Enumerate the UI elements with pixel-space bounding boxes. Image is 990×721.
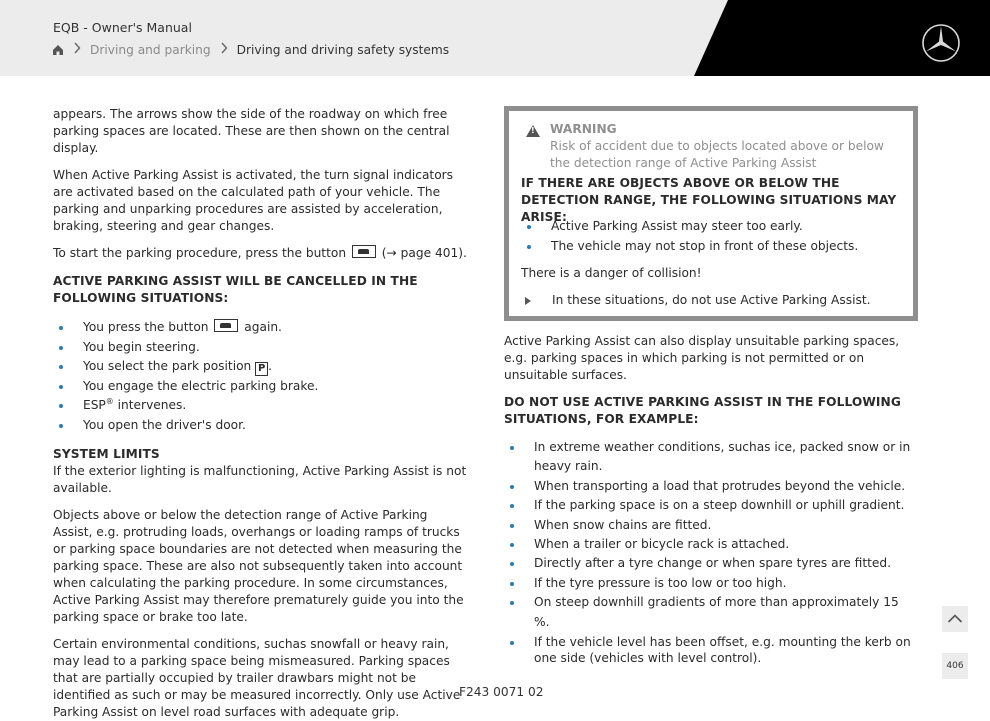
- text: You open the driver's door.: [83, 417, 246, 432]
- list-item: [504, 574, 918, 593]
- text: Active Parking Assist may steer too early.: [551, 219, 803, 233]
- text: If the tyre pressure is too low or too high.: [534, 575, 787, 590]
- situations-heading: DO NOT USE ACTIVE PARKING ASSIST IN THE FOLLOWING SITUATIONS, FOR EXAMPLE:: [504, 395, 901, 426]
- warning-danger: There is a danger of collision!: [521, 266, 702, 280]
- breadcrumb-link-driving-and-parking[interactable]: Driving and parking: [90, 42, 211, 57]
- cancel-heading: ACTIVE PARKING ASSIST WILL BE CANCELLED IN THE FOLLOWING SITUATIONS:: [53, 274, 418, 305]
- text: You engage the electric parking brake.: [83, 378, 319, 393]
- warning-risk: Risk of accident due to objects located above or below the detection range of Active Parking Assist: [550, 139, 884, 170]
- text: The vehicle may not stop in front of these objects.: [551, 238, 859, 253]
- bullet-icon: [59, 404, 63, 408]
- paragraph: Certain environmental conditions, suchas snowfall or heavy rain, may lead to a parking space being mismeasured. Parking spaces that are partially occupied by trailer drawbars might not be identified as such or may be measured incorrectly. Only use Active Parking Assist on level road surfaces with adequate grip.: [53, 636, 461, 719]
- chevron-right-icon: [64, 42, 90, 59]
- bullet-icon: [510, 446, 514, 450]
- registered-mark: ®: [105, 397, 114, 407]
- list-item: [53, 338, 469, 358]
- text: You select the park position: [83, 359, 252, 374]
- warning-label: WARNING: [550, 122, 617, 136]
- bullet-icon: [510, 524, 514, 528]
- bullet-icon: [59, 365, 63, 369]
- list-item: [53, 416, 469, 436]
- bullet-icon: [510, 485, 514, 489]
- paragraph: Objects above or below the detection range of Active Parking Assist, e.g. protruding loads, overhangs or loading ramps of trucks or parking space boundaries are not detected when measuring the parking space. These are also not subsequently taken into account when calculating the parking procedure. In some circumstances, Active Parking Assist may therefore prematurely guide you into the parking space or brake too late.: [53, 507, 464, 624]
- text: If the vehicle level has been offset, e.g. mounting the kerb on one side (vehicles with level control).: [534, 635, 911, 666]
- breadcrumb: [52, 42, 449, 58]
- bullet-icon: [510, 641, 514, 645]
- list-item: [504, 438, 918, 477]
- bullet-icon: [510, 601, 514, 605]
- breadcrumb-current: Driving and driving safety systems: [236, 42, 450, 57]
- list-item: [53, 318, 469, 338]
- text: On steep downhill gradients of more than approximately 15 %.: [534, 595, 899, 629]
- paragraph-start-procedure: [53, 245, 469, 262]
- system-limits-heading: SYSTEM LIMITS: [53, 446, 160, 461]
- situations-list: [504, 438, 918, 666]
- text: If the parking space is on a steep downhill or uphill gradient.: [534, 498, 905, 513]
- text: ESP: [83, 398, 106, 413]
- list-item: [521, 237, 907, 257]
- chevron-right-icon: [211, 42, 237, 59]
- text: again.: [244, 320, 282, 334]
- bullet-icon: [59, 385, 63, 389]
- paragraph: appears. The arrows show the side of the roadway on which free parking spaces are located. These are then shown on the central display.: [53, 107, 450, 155]
- warning-box: [504, 106, 918, 321]
- list-item: [53, 396, 469, 416]
- park-position-p-icon: P: [255, 362, 268, 376]
- list-item: [504, 554, 918, 573]
- list-item: [53, 357, 469, 377]
- right-column: [504, 333, 918, 666]
- play-arrow-icon: [525, 297, 531, 305]
- text: When snow chains are fitted.: [534, 517, 712, 532]
- scroll-to-top-button[interactable]: [942, 606, 968, 632]
- page-link[interactable]: (→ page 401).: [381, 246, 467, 260]
- bullet-icon: [510, 504, 514, 508]
- figure-code: F243 0071 02: [459, 685, 544, 699]
- warning-triangle-icon: [526, 125, 540, 137]
- text: Directly after a tyre change or when spare tyres are fitted.: [534, 556, 892, 571]
- left-column: [53, 106, 469, 721]
- home-icon[interactable]: [52, 44, 64, 56]
- list-item: [521, 217, 907, 237]
- list-item: [504, 516, 918, 535]
- text: In extreme weather conditions, suchas ice, packed snow or in heavy rain.: [534, 440, 911, 474]
- cancel-list: [53, 318, 469, 436]
- list-item: [504, 477, 918, 496]
- text: When transporting a load that protrudes beyond the vehicle.: [534, 478, 906, 493]
- paragraph: When Active Parking Assist is activated, the turn signal indicators are activated based on the calculated path of your vehicle. The parking and unparking procedures are assisted by acceleration, braking, steering and gear changes.: [53, 168, 454, 233]
- list-item: [504, 535, 918, 554]
- text: intervenes.: [113, 398, 187, 413]
- list-item: [53, 377, 469, 397]
- paragraph: If the exterior lighting is malfunctioning, Active Parking Assist is not available.: [53, 463, 467, 495]
- bullet-icon: [527, 245, 531, 249]
- text: You begin steering.: [83, 339, 200, 354]
- mercedes-star-logo: [921, 23, 961, 63]
- page-number: 406: [942, 653, 968, 679]
- paragraph: Active Parking Assist can also display unsuitable parking spaces, e.g. parking spaces in which parking is not permitted or on unsuitable surfaces.: [504, 334, 900, 382]
- text: When a trailer or bicycle rack is attached.: [534, 537, 790, 552]
- parking-button-icon: [214, 319, 238, 332]
- list-item: [504, 632, 918, 666]
- warning-heading: IF THERE ARE OBJECTS ABOVE OR BELOW THE DETECTION RANGE, THE FOLLOWING SITUATIONS MAY ARISE:: [521, 176, 897, 224]
- text: In these situations, do not use Active Parking Assist.: [552, 293, 871, 307]
- warning-list: [521, 217, 907, 256]
- manual-title: EQB - Owner's Manual: [53, 20, 192, 35]
- header-bar: [0, 0, 990, 76]
- text: .: [268, 359, 273, 374]
- bullet-icon: [59, 424, 63, 428]
- parking-button-icon: [352, 245, 376, 258]
- bullet-icon: [59, 326, 63, 330]
- text: To start the parking procedure, press the button: [53, 246, 347, 260]
- warning-action: [521, 292, 870, 309]
- list-item: [504, 593, 918, 632]
- bullet-icon: [59, 346, 63, 350]
- text: You press the button: [83, 320, 209, 334]
- bullet-icon: [527, 225, 531, 229]
- bullet-icon: [510, 582, 514, 586]
- chevron-up-icon: [942, 606, 968, 632]
- bullet-icon: [510, 562, 514, 566]
- list-item: [504, 496, 918, 515]
- bullet-icon: [510, 543, 514, 547]
